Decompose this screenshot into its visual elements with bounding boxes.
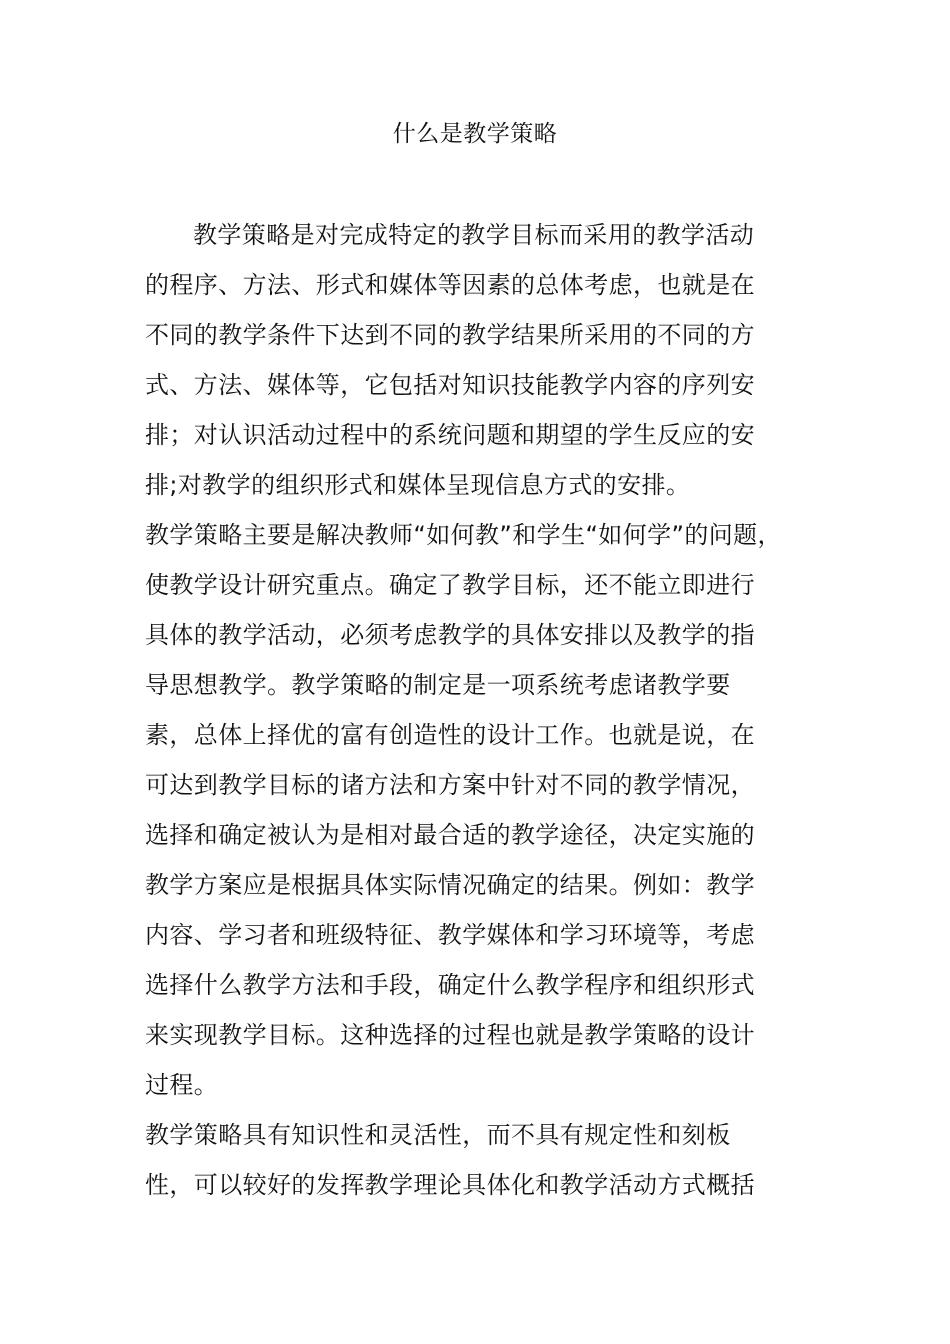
paragraph-line: 具体的教学活动，必须考虑教学的具体安排以及教学的指: [145, 621, 755, 649]
paragraph-line: 不同的教学条件下达到不同的教学结果所采用的不同的方: [145, 321, 755, 349]
document-body: [145, 210, 785, 1210]
paragraph-line: 教学方案应是根据具体实际情况确定的结果。例如：教学: [145, 871, 755, 899]
paragraph-line: 式、方法、媒体等，它包括对知识技能教学内容的序列安: [145, 371, 755, 399]
paragraph-line: 排；对认识活动过程中的系统问题和期望的学生反应的安: [145, 421, 755, 449]
paragraph-line: 内容、学习者和班级特征、教学媒体和学习环境等，考虑: [145, 921, 755, 949]
paragraph-line: 过程。: [145, 1071, 219, 1099]
paragraph-line: 素，总体上择优的富有创造性的设计工作。也就是说，在: [145, 721, 755, 749]
paragraph-line: 教学策略具有知识性和灵活性，而不具有规定性和刻板: [145, 1121, 731, 1149]
paragraph-line: 的程序、方法、形式和媒体等因素的总体考虑，也就是在: [145, 271, 755, 299]
paragraph-line: 排;对教学的组织形式和媒体呈现信息方式的安排。: [145, 471, 691, 499]
document-title: 什么是教学策略: [392, 121, 558, 147]
paragraph-line: 选择和确定被认为是相对最合适的教学途径，决定实施的: [145, 821, 755, 849]
paragraph-line: 使教学设计研究重点。确定了教学目标，还不能立即进行: [145, 571, 755, 599]
paragraph-line: 选择什么教学方法和手段，确定什么教学程序和组织形式: [145, 971, 755, 999]
paragraph-line: 来实现教学目标。这种选择的过程也就是教学策略的设计: [145, 1021, 755, 1049]
paragraph-line: 性，可以较好的发挥教学理论具体化和教学活动方式概括: [145, 1171, 755, 1199]
paragraph-line: 教学策略主要是解决教师“如何教”和学生“如何学”的问题，: [145, 521, 782, 549]
paragraph-line: 教学策略是对完成特定的教学目标而采用的教学活动: [193, 221, 755, 249]
paragraph-line: 导思想教学。教学策略的制定是一项系统考虑诸教学要: [145, 671, 731, 699]
paragraph-line: 可达到教学目标的诸方法和方案中针对不同的教学情况，: [145, 771, 755, 799]
